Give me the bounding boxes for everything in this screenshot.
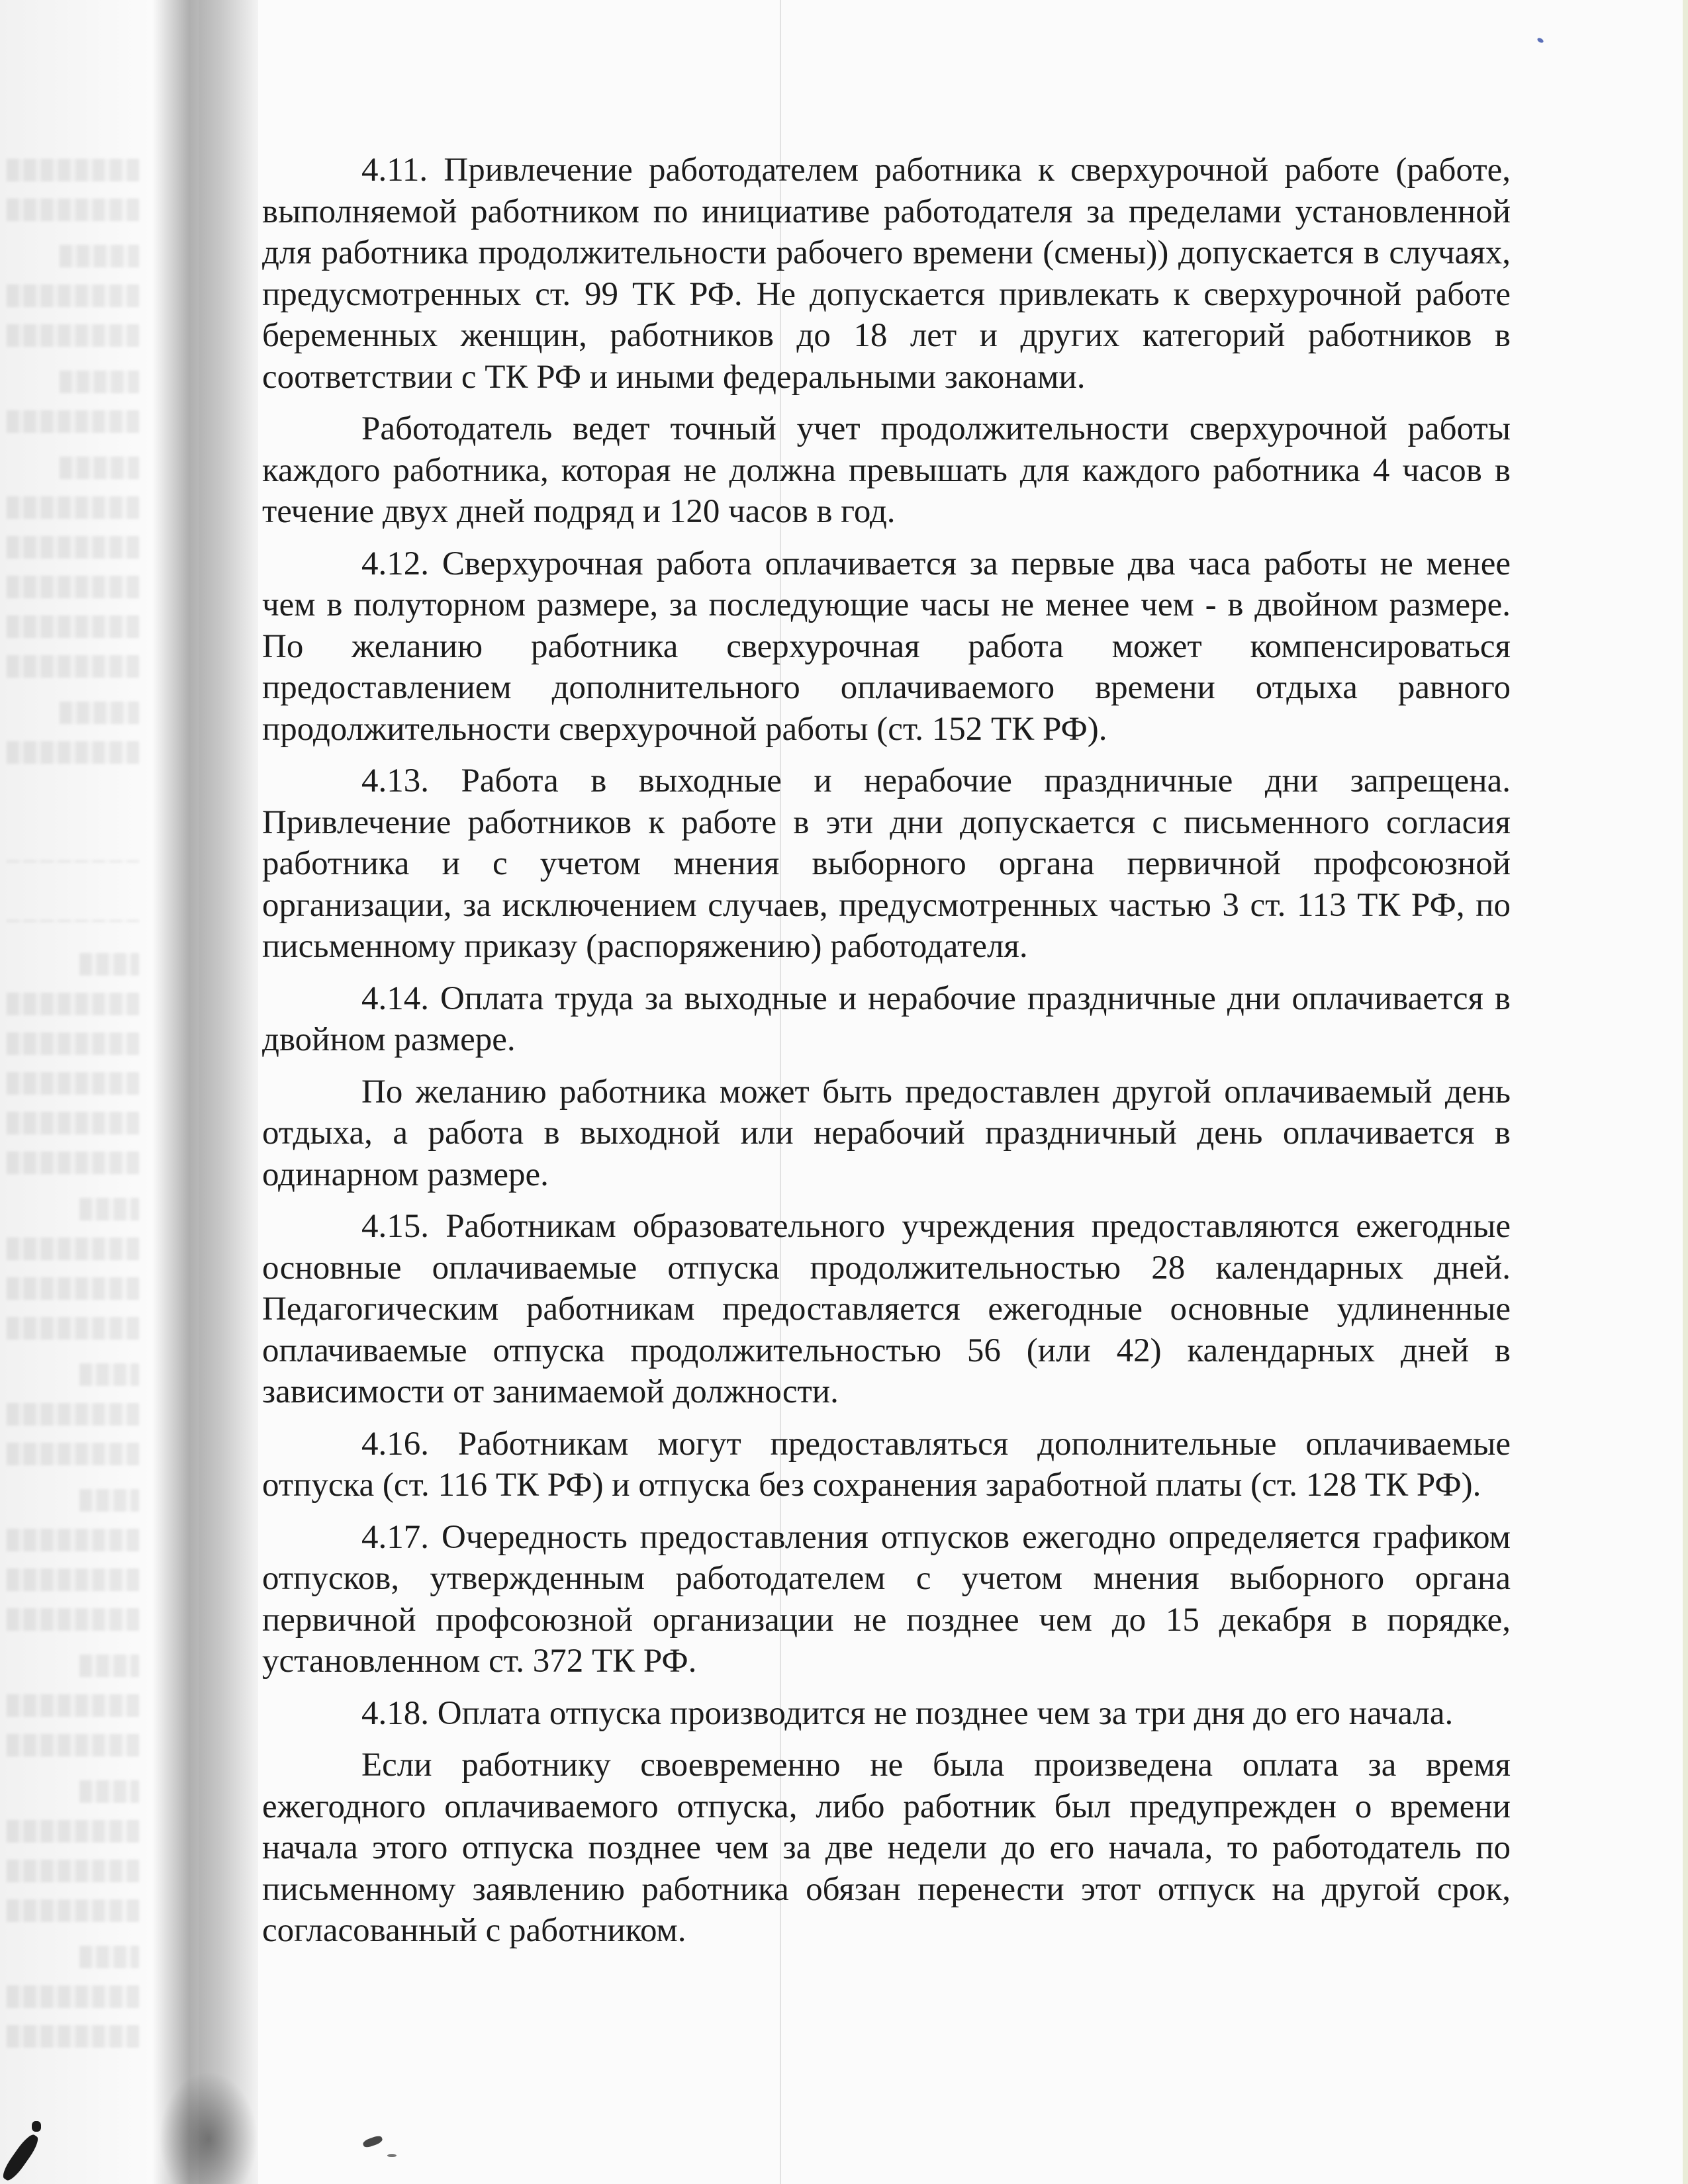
paragraph-4-11-continuation: Работодатель ведет точный учет продолжительности сверхурочной работы каждого работника, которая не должна превышать для каждого работника 4 часов в течение двух дней подряд и 120 часов в год. [262, 410, 1511, 530]
facing-page-ghost-line [7, 1238, 139, 1260]
facing-page-ghost-line [7, 655, 139, 678]
facing-page-ghost-line [7, 285, 139, 307]
facing-page-ghost-line [7, 2025, 139, 2048]
facing-page-ghost-line [7, 1112, 139, 1134]
facing-page-ghost-line [7, 1277, 139, 1300]
facing-page-ghost-line [7, 615, 139, 638]
facing-page-ghost-line [7, 1152, 139, 1174]
paragraph-4-18-continuation: Если работнику своевременно не была произведена оплата за время ежегодного оплачиваемого отпуска, либо работник был предупрежден о времени начала этого отпуска позднее чем за две недели до его начала, то работодатель по письменному заявлению работника обязан перенести этот отпуск на другой срок, согласованный с работником. [262, 1747, 1511, 1949]
facing-page-ghost-line [60, 702, 139, 724]
document-body [262, 150, 1511, 1962]
facing-page-ghost-line [7, 1608, 139, 1631]
facing-page-ghost-line [7, 410, 139, 433]
facing-page-ghost-line [60, 371, 139, 393]
facing-page-ghost-line [7, 1899, 139, 1922]
facing-page-ghost-line [7, 496, 139, 519]
facing-page-ghost-line [7, 1443, 139, 1465]
binding-gutter-shadow [152, 0, 258, 2184]
paragraph-4-15: 4.15. Работникам образовательного учреждения предоставляются ежегодные основные оплачиваемые отпуска продолжительностью 28 календарных дней. Педагогическим работникам предоставляется ежегодные основные удлиненные оплачиваемые отпуска продолжительностью 56 (или 42) календарных дней в зависимости от занимаемой должности. [262, 1208, 1511, 1410]
facing-page-ghost-line [7, 324, 139, 347]
facing-page-ghost-line [7, 1734, 139, 1756]
facing-page-ghost-line [60, 457, 139, 479]
facing-page-ghost-line [79, 1655, 139, 1677]
facing-page-ghost-line [7, 860, 139, 862]
binding-gutter-shadow-bottom [159, 2071, 258, 2184]
facing-page-ghost-line [79, 1489, 139, 1512]
facing-page-ghost-line [7, 1403, 139, 1426]
facing-page-ghost-line [79, 1198, 139, 1220]
facing-page-ghost-line [79, 953, 139, 976]
ink-smudge [32, 2121, 41, 2132]
facing-page-ghost-line [7, 741, 139, 764]
paragraph-4-16: 4.16. Работникам могут предоставляться дополнительные оплачиваемые отпуска (ст. 116 ТК РФ) и отпуска без сохранения заработной платы (ст. 128 ТК РФ). [262, 1425, 1511, 1504]
facing-page-ghost-line [79, 1363, 139, 1386]
facing-page-ghost-line [7, 1860, 139, 1882]
facing-page-ghost-line [7, 1032, 139, 1055]
page-right-edge [1683, 0, 1688, 2184]
facing-page-ghost-line [7, 1985, 139, 2008]
facing-page-ghost-line [7, 993, 139, 1015]
paragraph-4-18: 4.18. Оплата отпуска производится не позднее чем за три дня до его начала. [361, 1694, 1454, 1732]
facing-page-ghost-line [7, 536, 139, 559]
paragraph-4-11: 4.11. Привлечение работодателем работника к сверхурочной работе (работе, выполняемой работником по инициативе работодателя за пределами установленной для работника продолжительности рабочего времени (смены)) допускается в случаях, предусмотренных ст. 99 ТК РФ. Не допускается привлекать к сверхурочной работе беременных женщин, работников до 18 лет и других категорий работников в соответствии с ТК РФ и иными федеральными законами. [262, 152, 1511, 396]
facing-page-ghost-line [7, 1317, 139, 1340]
facing-page-ghost-line [7, 1072, 139, 1095]
ink-smudge [387, 2154, 397, 2157]
paragraph-4-13: 4.13. Работа в выходные и нерабочие праздничные дни запрещена. Привлечение работников к работе в эти дни допускается с письменного согласия работника и с учетом мнения выборного органа первичной профсоюзной организации, за исключением случаев, предусмотренных частью 3 ст. 113 ТК РФ, по письменному приказу (распоряжению) работодателя. [262, 762, 1511, 965]
facing-page-ghost-line [79, 1780, 139, 1803]
facing-page-ghost-line [7, 1529, 139, 1551]
facing-page-ghost-line [7, 199, 139, 221]
facing-page-ghost-line [7, 1820, 139, 1843]
facing-page-ghost-line [7, 576, 139, 598]
paragraph-4-14-continuation: По желанию работника может быть предоставлен другой оплачиваемый день отдыха, а работа в выходной или нерабочий праздничный день оплачивается в одинарном размере. [262, 1073, 1511, 1193]
facing-page-ghost-line [7, 159, 139, 181]
paragraph-4-17: 4.17. Очередность предоставления отпусков ежегодно определяется графиком отпусков, утвержденным работодателем с учетом мнения выборного органа первичной профсоюзной организации не позднее чем до 15 декабря в порядке, установленном ст. 372 ТК РФ. [262, 1518, 1511, 1680]
facing-page-ghost-line [79, 1946, 139, 1968]
facing-page-ghost-line [7, 1694, 139, 1717]
paragraph-4-12: 4.12. Сверхурочная работа оплачивается за первые два часа работы не менее чем в полуторном размере, за последующие часы не менее чем - в двойном размере. По желанию работника сверхурочная работа может компенсироваться предоставлением дополнительного оплачиваемого времени отдыха равного продолжительности сверхурочной работы (ст. 152 ТК РФ). [262, 545, 1511, 748]
facing-page-ghost-line [7, 1569, 139, 1591]
paragraph-4-14: 4.14. Оплата труда за выходные и нерабочие праздничные дни оплачивается в двойном размере. [262, 979, 1511, 1058]
facing-page-ghost-line [7, 920, 139, 922]
facing-page-ghost-line [60, 245, 139, 267]
